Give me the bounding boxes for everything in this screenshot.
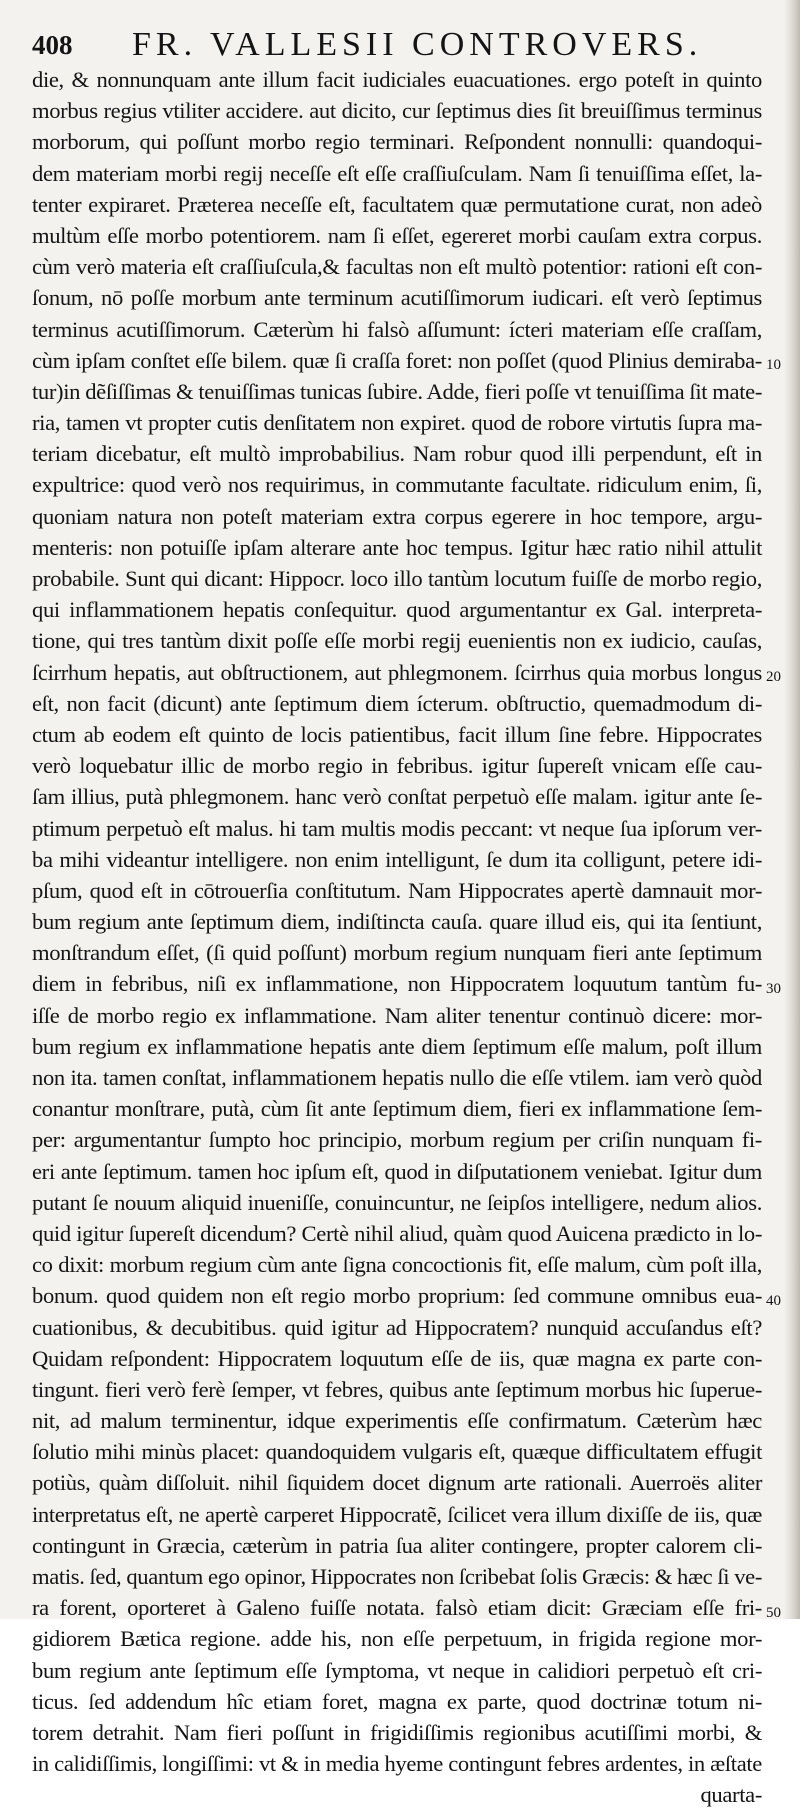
text-line: in calidiſſimis, longiſſimi: vt & in media hyeme contingunt febres ardentes, in æſtate <box>32 1751 762 1777</box>
margin-number: 20 <box>766 668 781 685</box>
text-line: terminus acutiſſimorum. Cæterùm hi falsò aſſumunt: ícteri materiam eſſe craſſam, <box>32 316 762 342</box>
text-line: ria, tamen vt propter cutis denſitatem non expiret. quod de robore virtutis ſupra ma- <box>32 410 762 436</box>
text-line: teriam dicebatur, eſt multò improbabilius. Nam robur quod illi perpendunt, eſt in <box>32 441 762 467</box>
text-line: nit, ad malum terminentur, idque experimentis eſſe confirmatum. Cæterùm hæc <box>32 1408 762 1434</box>
text-line: morborum, qui poſſunt morbo regio terminari. Reſpondent nonnulli: quandoqui- <box>32 129 762 155</box>
running-head: FR. VALLESII CONTROVERS. <box>132 26 703 63</box>
text-line: quoniam natura non poteſt materiam extra corpus egerere in hoc tempore, argu- <box>32 503 762 529</box>
page-number: 408 <box>32 30 73 60</box>
text-line: menteris: non potuiſſe ipſam alterare ante hoc tempus. Igitur hæc ratio nihil attulit <box>32 534 762 560</box>
text-line: putant ſe nouum aliquid inueniſſe, conuincuntur, ne ſeipſos intelligere, nedum alios. <box>32 1189 762 1215</box>
text-line: potiùs, quàm diſſoluit. nihil ſiquidem docet dignum arte rationali. Auerroës aliter <box>32 1470 762 1496</box>
text-line: tenter expiraret. Præterea neceſſe eſt, facultatem quæ permutatione curat, non adeò <box>32 191 762 217</box>
text-line: quarta- <box>700 1782 762 1808</box>
margin-number: 50 <box>766 1604 781 1621</box>
text-line: interpretatus eſt, ne apertè carperet Hippocratẽ, ſcilicet vera illum dixiſſe de iis, quæ <box>32 1501 762 1527</box>
text-line: gidiorem Bætica regione. adde his, non eſſe perpetuum, in frigida regione mor- <box>32 1626 762 1652</box>
text-line: morbus regius vtiliter accidere. aut dicito, cur ſeptimus dies ſit breuiſſimus terminus <box>32 98 762 124</box>
text-line: contingunt in Græcia, cæterùm in patria ſua aliter contingere, propter calorem cli- <box>32 1532 762 1558</box>
text-line: qui inflammationem hepatis conſequitur. quod argumentantur ex Gal. interpreta- <box>32 597 762 623</box>
margin-number: 10 <box>766 356 781 373</box>
text-line: per: argumentantur ſumpto hoc principio, morbum regium per criſin nunquam fi- <box>32 1127 762 1153</box>
text-line: bum regium ante ſeptimum eſſe ſymptoma, vt neque in calidiori perpetuò eſt cri- <box>32 1657 762 1683</box>
text-line: ba mihi videantur intelligere. non enim intelligunt, ſe dum ita colligunt, petere idi- <box>32 846 762 872</box>
text-line: iſſe de morbo regio ex inflammatione. Nam aliter tenentur continuò dicere: mor- <box>32 1002 762 1028</box>
text-line: Quidam reſpondent: Hippocratem loquutum eſſe de iis, quæ magna ex parte con- <box>32 1345 762 1371</box>
text-line: ſolutio mihi minùs placet: quandoquidem vulgaris eſt, quæque difficultatem effugit <box>32 1439 762 1465</box>
text-line: ctum ab eodem eſt quinto de locis patientibus, facit illum ſine febre. Hippocrates <box>32 721 762 747</box>
text-line: bum regium ante ſeptimum diem, indiſtincta cauſa. quare illud eis, qui ita ſentiunt, <box>32 909 762 935</box>
text-line: conantur monſtrare, putà, cùm ſit ante ſeptimum diem, fieri ex inflammatione ſem- <box>32 1096 762 1122</box>
text-line: bonum. quod quidem non eſt regio morbo proprium: ſed commune omnibus eua- <box>32 1283 762 1309</box>
text-line: non ita. tamen conſtat, inflammationem hepatis nullo die eſſe vtilem. iam verò quòd <box>32 1065 762 1090</box>
text-line: tione, qui tres tantùm dixit poſſe eſſe morbi regij euenientis non ex iudicio, cauſas, <box>32 628 762 654</box>
text-line: die, & nonnunquam ante illum facit iudiciales euacuationes. ergo poteſt in quinto <box>32 67 762 92</box>
text-line: quid igitur ſupereſt dicendum? Certè nihil aliud, quàm quod Auicena prædicto in lo- <box>32 1220 762 1246</box>
text-line: matis. ſed, quantum ego opinor, Hippocrates non ſcribebat ſolis Græcis: & hæc ſi ve- <box>32 1564 762 1589</box>
page-gutter-shadow <box>784 0 800 1619</box>
text-line: tingunt. fieri verò ferè ſemper, vt febres, quibus ante ſeptimum morbus hic ſuperue- <box>32 1376 762 1402</box>
text-line: dem materiam morbi regij neceſſe eſt eſſe craſſiuſculam. Nam ſi tenuiſſima eſſet, la- <box>32 160 762 186</box>
text-line: probabile. Sunt qui dicant: Hippocr. loco illo tantùm locutum fuiſſe de morbo regio, <box>32 566 762 591</box>
text-line: cuationibus, & decubitibus. quid igitur ad Hippocratem? nunquid accuſandus eſt? <box>32 1314 762 1340</box>
text-line: ptimum perpetuò eſt malus. hi tam multis modis peccant: vt neque ſua ipſorum ver- <box>32 815 762 841</box>
text-line: ſam illius, putà phlegmonem. hanc verò conſtat perpetuò eſſe malam. igitur ante ſe- <box>32 784 762 810</box>
text-line: pſum, quod eſt in cōtrouerſia conſtitutum. Nam Hippocrates apertè damnauit mor- <box>32 877 762 903</box>
text-line: cùm ipſam conſtet eſſe bilem. quæ ſi craſſa foret: non poſſet (quod Plinius demiraba- <box>32 347 762 373</box>
text-line: multùm eſſe morbo potentiorem. nam ſi eſſet, egereret morbi cauſam extra corpus. <box>32 222 762 248</box>
text-line: ſonum, nō poſſe morbum ante terminum acutiſſimorum iudicari. eſt verò ſeptimus <box>32 285 762 311</box>
page-header <box>32 20 732 64</box>
text-line: monſtrandum eſſet, (ſi quid poſſunt) morbum regium nunquam fieri ante ſeptimum <box>32 940 762 966</box>
text-line: diem in febribus, niſi ex inflammatione, non Hippocratem loquutum tantùm fu- <box>32 971 762 997</box>
text-line: ticus. ſed addendum hîc etiam foret, magna ex parte, quod doctrinæ totum ni- <box>32 1688 762 1714</box>
margin-number: 30 <box>766 980 781 997</box>
body-text <box>32 64 762 1811</box>
text-line: ſcirrhum hepatis, aut obſtructionem, aut phlegmonem. ſcirrhus quia morbus longus <box>32 659 762 685</box>
text-line: torem detrahit. Nam fieri poſſunt in frigidiſſimis regionibus acutiſſimi morbi, & <box>32 1719 762 1745</box>
text-line: cùm verò materia eſt craſſiuſcula,& facultas non eſt multò potentior: rationi eſt con- <box>32 254 762 280</box>
text-line: tur)in dẽſiſſimas & tenuiſſimas tunicas ſubire. Adde, fieri poſſe vt tenuiſſima ſit mate- <box>32 378 762 404</box>
text-line: expultrice: quod verò nos requirimus, in commutante facultate. ridiculum enim, ſi, <box>32 472 762 498</box>
margin-number: 40 <box>766 1292 781 1309</box>
text-line: eri ante ſeptimum. tamen hoc ipſum eſt, quod in diſputationem veniebat. Igitur dum <box>32 1158 762 1184</box>
text-line: verò loquebatur illic de morbo regio in febribus. igitur ſupereſt vnicam eſſe cau- <box>32 753 762 779</box>
text-line: bum regium ex inflammatione hepatis ante diem ſeptimum eſſe malum, poſt illum <box>32 1033 762 1059</box>
text-line: ra forent, oporteret à Galeno fuiſſe notata. falsò etiam dicit: Græciam eſſe fri- <box>32 1595 762 1621</box>
text-line: eſt, non facit (dicunt) ante ſeptimum diem ícterum. obſtructio, quemadmodum di- <box>32 690 762 716</box>
text-line: co dixit: morbum regium cùm ante ſigna concoctionis fit, eſſe malum, cùm poſt illa, <box>32 1252 762 1278</box>
